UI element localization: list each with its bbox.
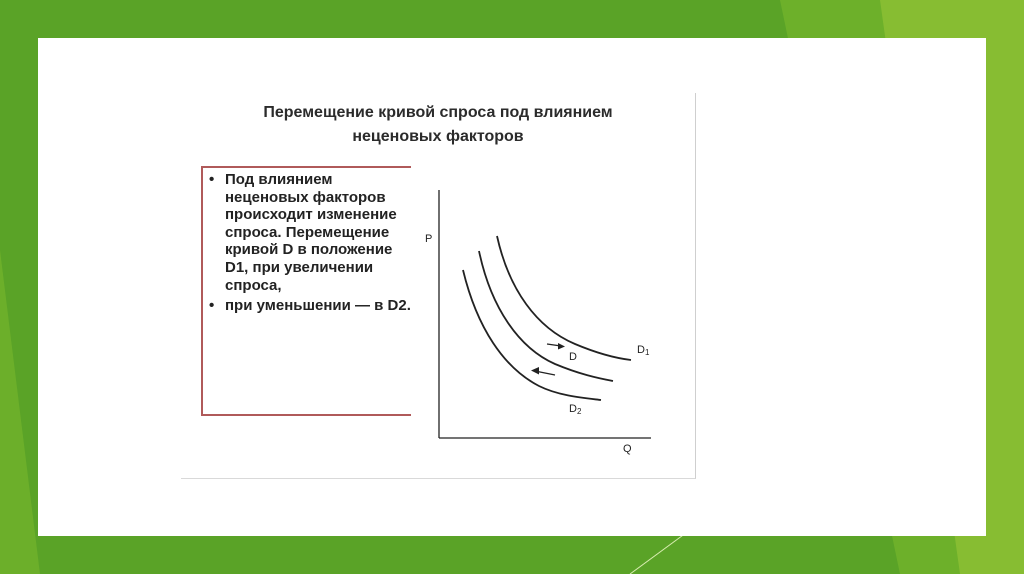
label-d2-letter: D <box>569 403 577 415</box>
label-d1-letter: D <box>637 344 645 356</box>
arrow-head-left-icon <box>531 367 539 375</box>
y-axis-label: P <box>425 233 433 245</box>
label-d2 <box>569 403 582 416</box>
label-d1 <box>637 344 650 357</box>
figure-title <box>181 101 695 149</box>
arrow-head-right-icon <box>558 343 565 350</box>
slide-figure <box>181 93 696 479</box>
label-d2-sub: 2 <box>576 407 582 416</box>
bullet-item: • Под влиянием неценовых факторов происходит изменение спроса. Перемещение кривой D в положение D1, при увеличении спроса, <box>225 171 411 294</box>
bullet-item: • при уменьшении — в D2. <box>225 297 411 315</box>
label-d: D <box>569 351 577 363</box>
bullet-list <box>203 171 411 315</box>
demand-shift-graph <box>419 178 679 458</box>
slide-canvas <box>38 38 986 536</box>
x-axis-label: Q <box>623 443 632 455</box>
figure-title-line-1: Перемещение кривой спроса под влиянием <box>263 104 613 121</box>
label-d1-sub: 1 <box>644 348 650 357</box>
curve-d2 <box>463 270 601 400</box>
bullet-textbox <box>201 166 411 416</box>
curve-d <box>479 251 613 381</box>
figure-title-line-2: неценовых факторов <box>352 128 524 145</box>
curve-d1 <box>497 236 631 360</box>
